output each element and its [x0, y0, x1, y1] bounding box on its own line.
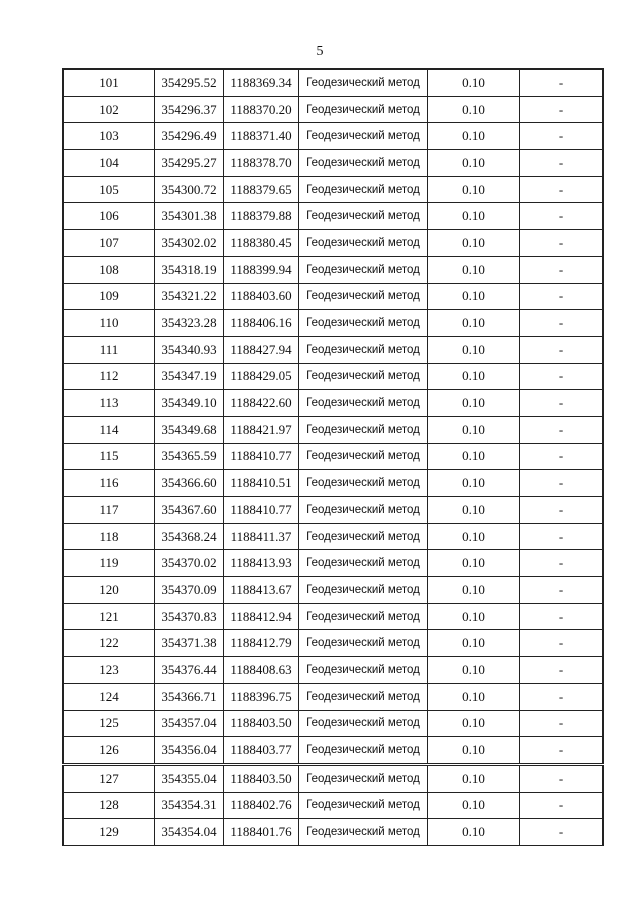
method-cell: Геодезический метод [299, 203, 428, 230]
method-cell: Геодезический метод [299, 443, 428, 470]
description-cell: - [520, 69, 604, 96]
accuracy-cell: 0.10 [428, 603, 520, 630]
coordinates-table-body [63, 69, 603, 845]
table-row [63, 363, 603, 390]
description-cell: - [520, 256, 604, 283]
y-coordinate-cell: 1188410.77 [224, 497, 299, 524]
point-number-cell: 121 [63, 603, 155, 630]
point-number-cell: 120 [63, 577, 155, 604]
x-coordinate-cell: 354355.04 [155, 764, 224, 792]
point-number-cell: 115 [63, 443, 155, 470]
accuracy-cell: 0.10 [428, 792, 520, 819]
table-row [63, 497, 603, 524]
point-number-cell: 129 [63, 819, 155, 846]
coordinates-table [62, 68, 604, 846]
y-coordinate-cell: 1188403.60 [224, 283, 299, 310]
point-number-cell: 124 [63, 683, 155, 710]
y-coordinate-cell: 1188379.88 [224, 203, 299, 230]
table-row [63, 123, 603, 150]
point-number-cell: 112 [63, 363, 155, 390]
description-cell: - [520, 336, 604, 363]
table-row [63, 310, 603, 337]
description-cell: - [520, 230, 604, 257]
description-cell: - [520, 150, 604, 177]
table-row [63, 443, 603, 470]
y-coordinate-cell: 1188370.20 [224, 96, 299, 123]
y-coordinate-cell: 1188406.16 [224, 310, 299, 337]
x-coordinate-cell: 354357.04 [155, 710, 224, 737]
point-number-cell: 102 [63, 96, 155, 123]
description-cell: - [520, 710, 604, 737]
x-coordinate-cell: 354296.49 [155, 123, 224, 150]
table-row [63, 737, 603, 765]
method-cell: Геодезический метод [299, 550, 428, 577]
table-row [63, 819, 603, 846]
point-number-cell: 117 [63, 497, 155, 524]
description-cell: - [520, 683, 604, 710]
y-coordinate-cell: 1188422.60 [224, 390, 299, 417]
x-coordinate-cell: 354365.59 [155, 443, 224, 470]
table-row [63, 336, 603, 363]
y-coordinate-cell: 1188402.76 [224, 792, 299, 819]
accuracy-cell: 0.10 [428, 230, 520, 257]
table-row [63, 523, 603, 550]
x-coordinate-cell: 354295.52 [155, 69, 224, 96]
y-coordinate-cell: 1188413.93 [224, 550, 299, 577]
x-coordinate-cell: 354301.38 [155, 203, 224, 230]
description-cell: - [520, 310, 604, 337]
table-row [63, 416, 603, 443]
method-cell: Геодезический метод [299, 390, 428, 417]
method-cell: Геодезический метод [299, 792, 428, 819]
y-coordinate-cell: 1188411.37 [224, 523, 299, 550]
description-cell: - [520, 737, 604, 765]
point-number-cell: 106 [63, 203, 155, 230]
accuracy-cell: 0.10 [428, 819, 520, 846]
y-coordinate-cell: 1188403.50 [224, 764, 299, 792]
accuracy-cell: 0.10 [428, 203, 520, 230]
y-coordinate-cell: 1188429.05 [224, 363, 299, 390]
y-coordinate-cell: 1188399.94 [224, 256, 299, 283]
point-number-cell: 107 [63, 230, 155, 257]
method-cell: Геодезический метод [299, 497, 428, 524]
accuracy-cell: 0.10 [428, 657, 520, 684]
accuracy-cell: 0.10 [428, 550, 520, 577]
method-cell: Геодезический метод [299, 764, 428, 792]
table-row [63, 764, 603, 792]
y-coordinate-cell: 1188410.77 [224, 443, 299, 470]
x-coordinate-cell: 354366.60 [155, 470, 224, 497]
point-number-cell: 113 [63, 390, 155, 417]
y-coordinate-cell: 1188403.50 [224, 710, 299, 737]
method-cell: Геодезический метод [299, 819, 428, 846]
point-number-cell: 116 [63, 470, 155, 497]
table-row [63, 150, 603, 177]
x-coordinate-cell: 354347.19 [155, 363, 224, 390]
description-cell: - [520, 416, 604, 443]
table-row [63, 657, 603, 684]
accuracy-cell: 0.10 [428, 523, 520, 550]
method-cell: Геодезический метод [299, 657, 428, 684]
accuracy-cell: 0.10 [428, 737, 520, 765]
description-cell: - [520, 603, 604, 630]
y-coordinate-cell: 1188379.65 [224, 176, 299, 203]
x-coordinate-cell: 354318.19 [155, 256, 224, 283]
accuracy-cell: 0.10 [428, 363, 520, 390]
description-cell: - [520, 283, 604, 310]
description-cell: - [520, 363, 604, 390]
x-coordinate-cell: 354323.28 [155, 310, 224, 337]
description-cell: - [520, 523, 604, 550]
x-coordinate-cell: 354354.31 [155, 792, 224, 819]
point-number-cell: 128 [63, 792, 155, 819]
method-cell: Геодезический метод [299, 630, 428, 657]
point-number-cell: 126 [63, 737, 155, 765]
y-coordinate-cell: 1188396.75 [224, 683, 299, 710]
method-cell: Геодезический метод [299, 310, 428, 337]
accuracy-cell: 0.10 [428, 497, 520, 524]
point-number-cell: 101 [63, 69, 155, 96]
y-coordinate-cell: 1188371.40 [224, 123, 299, 150]
x-coordinate-cell: 354321.22 [155, 283, 224, 310]
description-cell: - [520, 123, 604, 150]
table-row [63, 550, 603, 577]
x-coordinate-cell: 354370.83 [155, 603, 224, 630]
description-cell: - [520, 497, 604, 524]
point-number-cell: 104 [63, 150, 155, 177]
y-coordinate-cell: 1188378.70 [224, 150, 299, 177]
accuracy-cell: 0.10 [428, 310, 520, 337]
point-number-cell: 108 [63, 256, 155, 283]
x-coordinate-cell: 354370.02 [155, 550, 224, 577]
description-cell: - [520, 657, 604, 684]
accuracy-cell: 0.10 [428, 176, 520, 203]
table-row [63, 390, 603, 417]
accuracy-cell: 0.10 [428, 630, 520, 657]
y-coordinate-cell: 1188408.63 [224, 657, 299, 684]
description-cell: - [520, 203, 604, 230]
accuracy-cell: 0.10 [428, 123, 520, 150]
table-row [63, 230, 603, 257]
accuracy-cell: 0.10 [428, 256, 520, 283]
description-cell: - [520, 443, 604, 470]
table-row [63, 603, 603, 630]
accuracy-cell: 0.10 [428, 150, 520, 177]
x-coordinate-cell: 354354.04 [155, 819, 224, 846]
method-cell: Геодезический метод [299, 683, 428, 710]
x-coordinate-cell: 354300.72 [155, 176, 224, 203]
x-coordinate-cell: 354366.71 [155, 683, 224, 710]
table-row [63, 792, 603, 819]
accuracy-cell: 0.10 [428, 577, 520, 604]
accuracy-cell: 0.10 [428, 764, 520, 792]
method-cell: Геодезический метод [299, 363, 428, 390]
accuracy-cell: 0.10 [428, 69, 520, 96]
method-cell: Геодезический метод [299, 256, 428, 283]
y-coordinate-cell: 1188412.79 [224, 630, 299, 657]
table-row [63, 577, 603, 604]
accuracy-cell: 0.10 [428, 390, 520, 417]
x-coordinate-cell: 354356.04 [155, 737, 224, 765]
table-row [63, 630, 603, 657]
point-number-cell: 103 [63, 123, 155, 150]
method-cell: Геодезический метод [299, 470, 428, 497]
description-cell: - [520, 470, 604, 497]
accuracy-cell: 0.10 [428, 683, 520, 710]
method-cell: Геодезический метод [299, 176, 428, 203]
method-cell: Геодезический метод [299, 69, 428, 96]
x-coordinate-cell: 354302.02 [155, 230, 224, 257]
table-row [63, 683, 603, 710]
accuracy-cell: 0.10 [428, 470, 520, 497]
method-cell: Геодезический метод [299, 416, 428, 443]
method-cell: Геодезический метод [299, 737, 428, 765]
table-row [63, 69, 603, 96]
x-coordinate-cell: 354340.93 [155, 336, 224, 363]
table-row [63, 96, 603, 123]
x-coordinate-cell: 354368.24 [155, 523, 224, 550]
method-cell: Геодезический метод [299, 283, 428, 310]
table-row [63, 256, 603, 283]
point-number-cell: 105 [63, 176, 155, 203]
accuracy-cell: 0.10 [428, 283, 520, 310]
description-cell: - [520, 390, 604, 417]
y-coordinate-cell: 1188421.97 [224, 416, 299, 443]
table-row [63, 283, 603, 310]
point-number-cell: 127 [63, 764, 155, 792]
description-cell: - [520, 819, 604, 846]
description-cell: - [520, 550, 604, 577]
x-coordinate-cell: 354367.60 [155, 497, 224, 524]
accuracy-cell: 0.10 [428, 336, 520, 363]
y-coordinate-cell: 1188369.34 [224, 69, 299, 96]
accuracy-cell: 0.10 [428, 710, 520, 737]
point-number-cell: 123 [63, 657, 155, 684]
point-number-cell: 122 [63, 630, 155, 657]
y-coordinate-cell: 1188412.94 [224, 603, 299, 630]
point-number-cell: 125 [63, 710, 155, 737]
accuracy-cell: 0.10 [428, 416, 520, 443]
method-cell: Геодезический метод [299, 603, 428, 630]
description-cell: - [520, 630, 604, 657]
accuracy-cell: 0.10 [428, 96, 520, 123]
method-cell: Геодезический метод [299, 523, 428, 550]
x-coordinate-cell: 354376.44 [155, 657, 224, 684]
table-row [63, 470, 603, 497]
method-cell: Геодезический метод [299, 96, 428, 123]
description-cell: - [520, 577, 604, 604]
method-cell: Геодезический метод [299, 710, 428, 737]
description-cell: - [520, 176, 604, 203]
y-coordinate-cell: 1188427.94 [224, 336, 299, 363]
point-number-cell: 119 [63, 550, 155, 577]
point-number-cell: 110 [63, 310, 155, 337]
x-coordinate-cell: 354295.27 [155, 150, 224, 177]
y-coordinate-cell: 1188380.45 [224, 230, 299, 257]
point-number-cell: 114 [63, 416, 155, 443]
x-coordinate-cell: 354296.37 [155, 96, 224, 123]
method-cell: Геодезический метод [299, 577, 428, 604]
point-number-cell: 111 [63, 336, 155, 363]
table-row [63, 710, 603, 737]
point-number-cell: 118 [63, 523, 155, 550]
x-coordinate-cell: 354349.10 [155, 390, 224, 417]
x-coordinate-cell: 354371.38 [155, 630, 224, 657]
y-coordinate-cell: 1188401.76 [224, 819, 299, 846]
table-row [63, 176, 603, 203]
point-number-cell: 109 [63, 283, 155, 310]
x-coordinate-cell: 354349.68 [155, 416, 224, 443]
accuracy-cell: 0.10 [428, 443, 520, 470]
method-cell: Геодезический метод [299, 230, 428, 257]
description-cell: - [520, 764, 604, 792]
method-cell: Геодезический метод [299, 336, 428, 363]
description-cell: - [520, 792, 604, 819]
description-cell: - [520, 96, 604, 123]
y-coordinate-cell: 1188413.67 [224, 577, 299, 604]
y-coordinate-cell: 1188403.77 [224, 737, 299, 765]
method-cell: Геодезический метод [299, 150, 428, 177]
y-coordinate-cell: 1188410.51 [224, 470, 299, 497]
page-number: 5 [316, 44, 324, 59]
x-coordinate-cell: 354370.09 [155, 577, 224, 604]
table-row [63, 203, 603, 230]
method-cell: Геодезический метод [299, 123, 428, 150]
